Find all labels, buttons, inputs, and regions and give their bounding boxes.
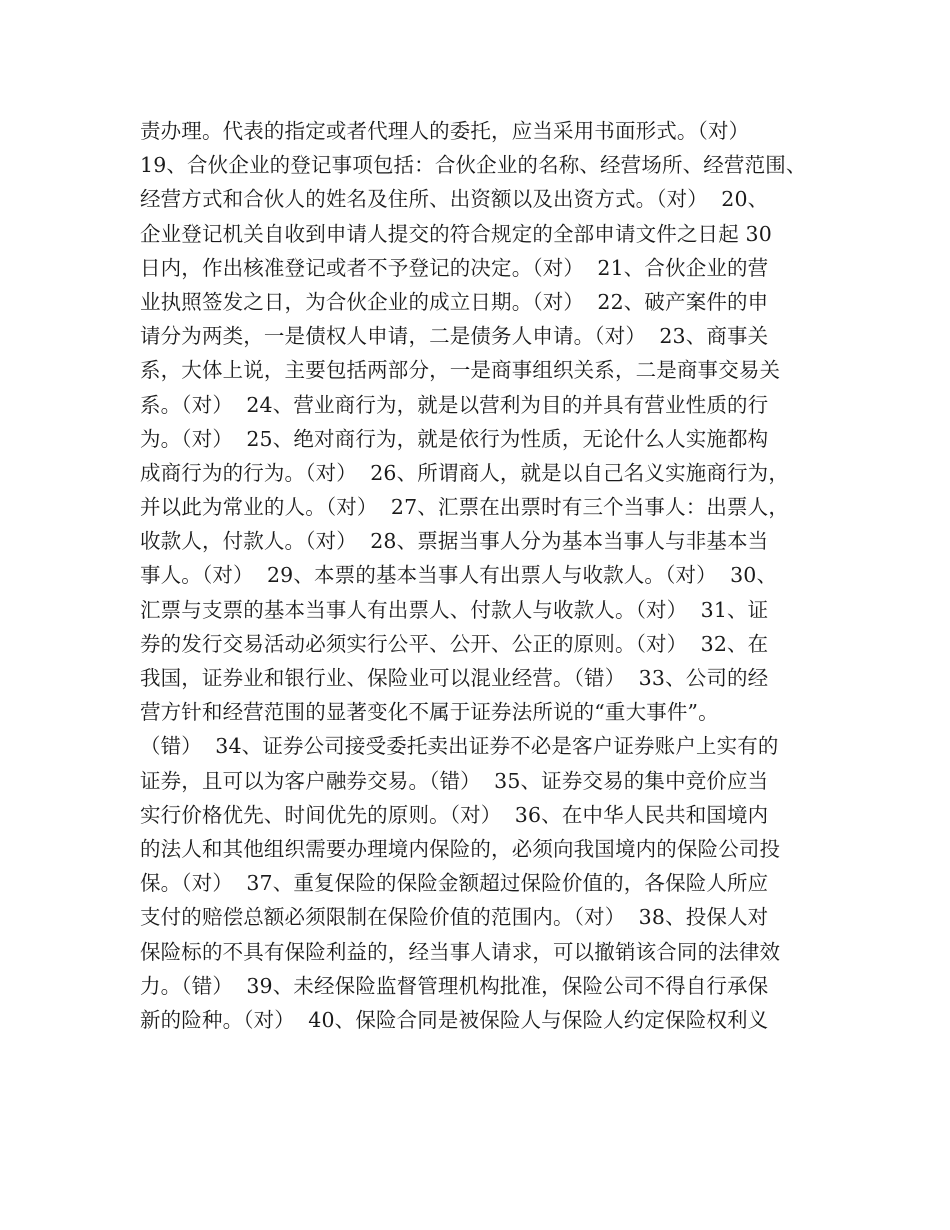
text-line: 事人。（对） 29、本票的基本当事人有出票人与收款人。（对） 30、 (140, 563, 778, 588)
body-text (140, 114, 840, 1037)
text-line: （错） 34、证券公司接受委托卖出证券不必是客户证券账户上实有的 (140, 734, 779, 759)
text-line: 我国，证券业和银行业、保险业可以混业经营。（错） 33、公司的经 (140, 666, 769, 690)
text-line: 成商行为的行为。（对） 26、所谓商人，就是以自己名义实施商行为， (140, 460, 789, 485)
text-line: 责办理。代表的指定或者代理人的委托，应当采用书面形式。（对） (140, 119, 750, 143)
text-line: 19、合伙企业的登记事项包括：合伙企业的名称、经营场所、经营范围、 (140, 153, 807, 178)
text-line: 实行价格优先、时间优先的原则。（对） 36、在中华人民共和国境内 (140, 802, 769, 827)
text-line: 营方针和经营范围的显著变化不属于证券法所说的“重大事件”。 (140, 700, 719, 725)
text-line: 为。（对） 25、绝对商行为，就是依行为性质，无论什么人实施都构 (140, 426, 769, 451)
text-line: 收款人，付款人。（对） 28、票据当事人分为基本当事人与非基本当 (140, 529, 769, 554)
text-line: 经营方式和合伙人的姓名及住所、出资额以及出资方式。（对） 20、 (140, 187, 769, 212)
text-line: 并以此为常业的人。（对） 27、汇票在出票时有三个当事人：出票人， (140, 495, 789, 520)
text-line: 券的发行交易活动必须实行公平、公开、公正的原则。（对） 32、在 (140, 631, 769, 656)
text-line: 汇票与支票的基本当事人有出票人、付款人与收款人。（对） 31、证 (140, 597, 769, 622)
text-line: 系。（对） 24、营业商行为，就是以营利为目的并具有营业性质的行 (140, 392, 769, 417)
text-line: 证券，且可以为客户融券交易。（错） 35、证券交易的集中竞价应当 (140, 768, 769, 793)
text-line: 企业登记机关自收到申请人提交的符合规定的全部申请文件之日起 30 (140, 221, 772, 246)
text-line: 保。（对） 37、重复保险的保险金额超过保险价值的，各保险人所应 (140, 871, 769, 896)
text-line: 保险标的不具有保险利益的，经当事人请求，可以撤销该合同的法律效 (140, 939, 781, 964)
text-line: 新的险种。（对） 40、保险合同是被保险人与保险人约定保险权利义 (140, 1007, 769, 1032)
text-line: 力。（错） 39、未经保险监督管理机构批准，保险公司不得自行承保 (140, 973, 769, 998)
text-line: 请分为两类，一是债权人申请，二是债务人申请。（对） 23、商事关 (140, 324, 769, 349)
text-line: 的法人和其他组织需要办理境内保险的，必须向我国境内的保险公司投 (140, 836, 781, 861)
text-line: 业执照签发之日，为合伙企业的成立日期。（对） 22、破产案件的申 (140, 289, 769, 314)
text-line: 系，大体上说，主要包括两部分，一是商事组织关系，二是商事交易关 (140, 358, 781, 383)
text-line: 日内，作出核准登记或者不予登记的决定。（对） 21、合伙企业的营 (140, 255, 769, 280)
text-line: 支付的赔偿总额必须限制在保险价值的范围内。（对） 38、投保人对 (140, 905, 769, 930)
